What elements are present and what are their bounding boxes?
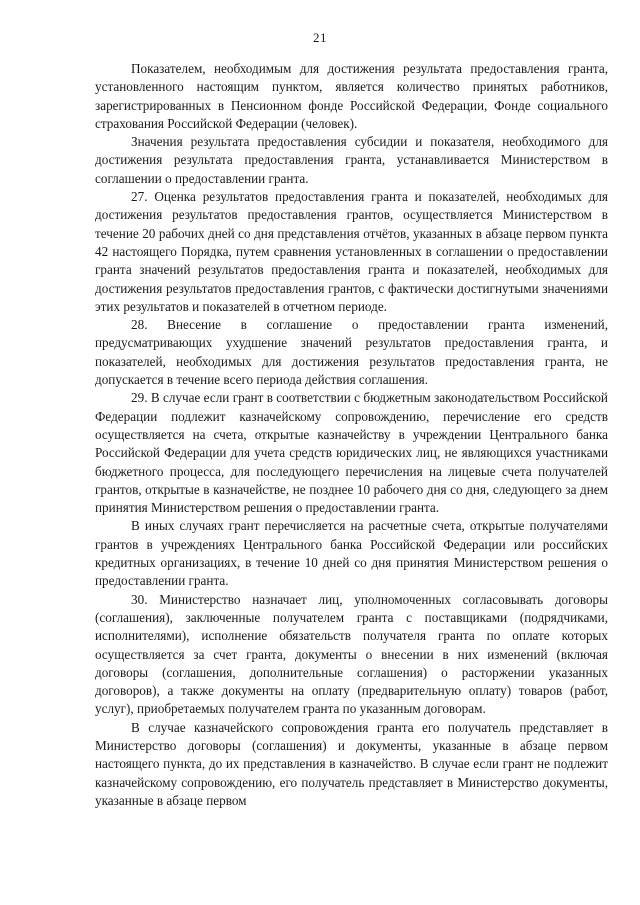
paragraph-treasury-support: В случае казначейского сопровождения гранта его получатель представляет в Министерство договоры (соглашения) и документы, указанные в абзаце первом настоящего пункта, до их представления в казначейство. В случае если грант не подлежит казначейскому сопровождению, его получатель представляет в Министерство документы, указанные в абзаце первом [95, 719, 608, 808]
paragraph-29: 29. В случае если грант в соответствии с бюджетным законодательством Российской Федерации подлежит казначейскому сопровождению, перечисление его средств осуществляется на счета, открытые казначейству в учреждении Центрального банка Российской Федерации для учета средств юридических лиц, не являющихся участниками бюджетного процесса, для последующего перечисления на лицевые счета получателей грантов, открытые в казначействе, не позднее 10 рабочего дня со дня, следующего за днем принятия Министерством решения о предоставлении гранта. [95, 390, 608, 516]
document-body [95, 60, 608, 810]
paragraph-28: 28. Внесение в соглашение о предоставлении гранта изменений, предусматривающих ухудшение значений результатов предоставления гранта, и показателей, необходимых для достижения результатов предоставления гранта, не допускается в течение всего периода действия соглашения. [95, 317, 608, 388]
paragraph-30: 30. Министерство назначает лиц, уполномоченных согласовывать договоры (соглашения), заключенные получателем гранта с поставщиками (подрядчиками, исполнителями), исполнение обязательств получателя гранта по оплате которых осуществляется за счет гранта, документы о внесении в них изменений (включая договоры (соглашения, дополнительные соглашения) о расторжении указанных договоров), а также документы на оплату (предварительную оплату) товаров (работ, услуг), приобретаемых получателем гранта по указанным договорам. [95, 591, 608, 717]
paragraph-indicator: Показателем, необходимым для достижения результата предоставления гранта, установленного настоящим пунктом, является количество принятых работников, зарегистрированных в Пенсионном фонде Российской Федерации, Фонде социального страхования Российской Федерации (человек). [95, 61, 608, 131]
paragraph-values: Значения результата предоставления субсидии и показателя, необходимого для достижения результата предоставления гранта, устанавливается Министерством в соглашении о предоставлении гранта. [95, 134, 608, 186]
paragraph-other-cases: В иных случаях грант перечисляется на расчетные счета, открытые получателями грантов в учреждениях Центрального банка Российской Федерации или российских кредитных организациях, в течение 10 дней со дня принятия Министерством решения о предоставлении гранта. [95, 518, 608, 589]
paragraph-27: 27. Оценка результатов предоставления гранта и показателей, необходимых для достижения результатов предоставления грантов, осуществляется Министерством в течение 20 рабочих дней со дня представления отчётов, указанных в абзаце первом пункта 42 настоящего Порядка, путем сравнения установленных в соглашении о предоставлении гранта значений результатов предоставления гранта и показателей, необходимых для достижения результатов предоставления грантов, с фактически достигнутыми значениями этих результатов и показателей в отчетном периоде. [95, 189, 608, 314]
page-number: 21 [313, 30, 327, 45]
